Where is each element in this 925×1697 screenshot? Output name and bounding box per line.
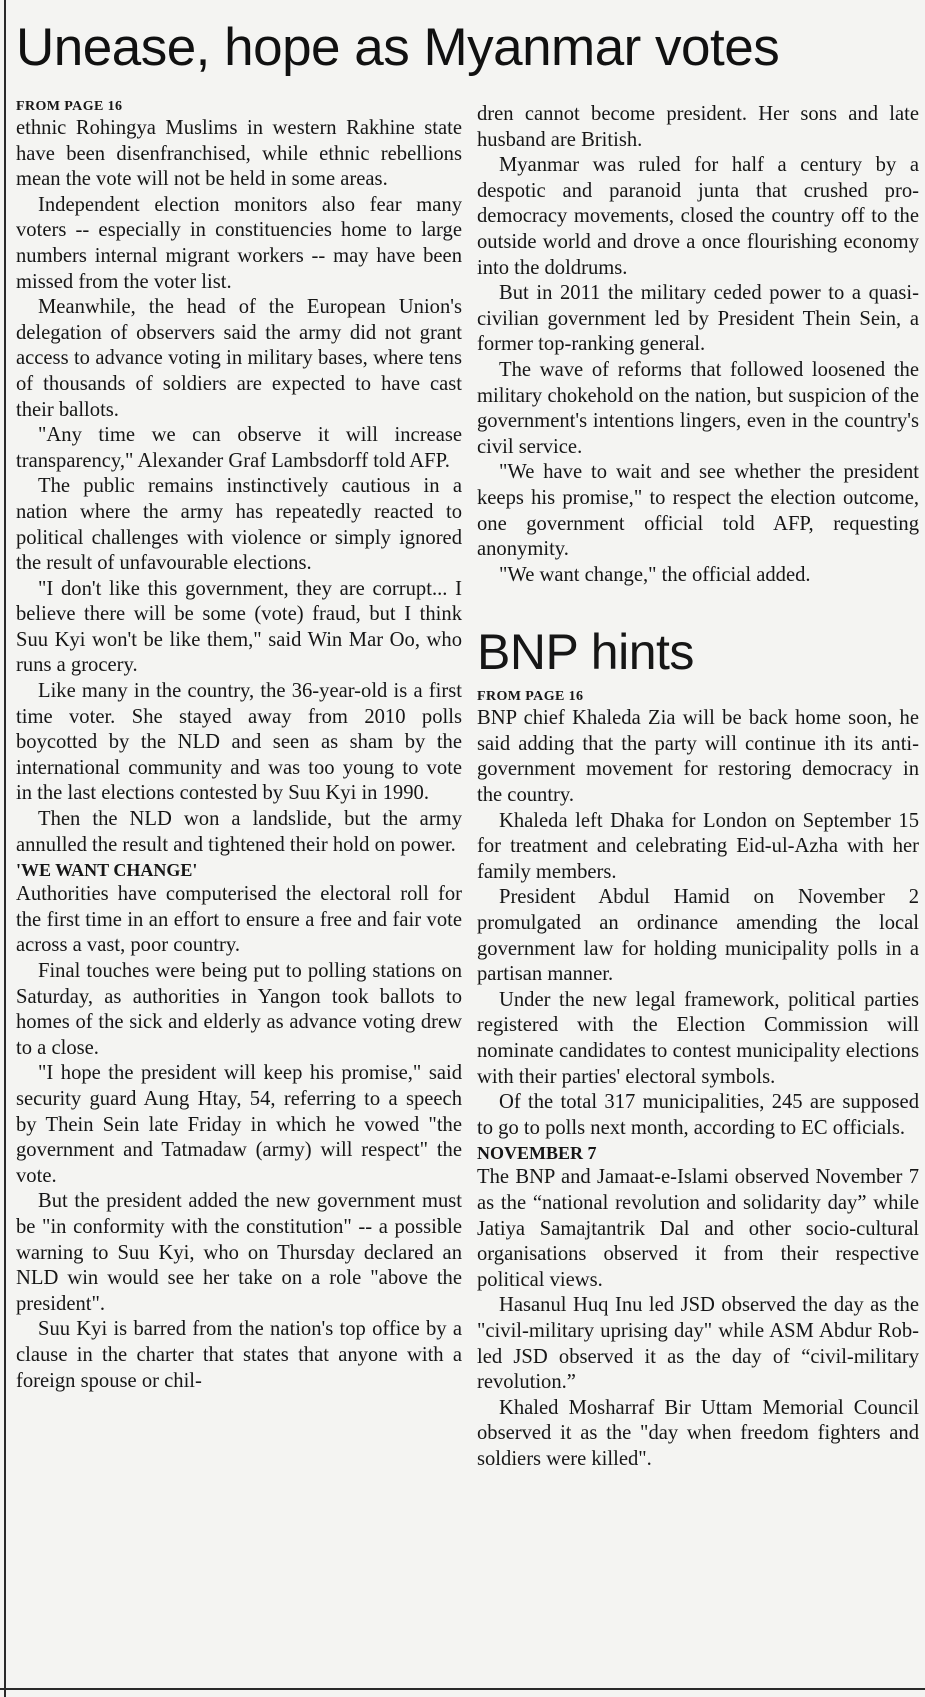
paragraph: The public remains instinctively cautious in a nation where the army has repeatedly reacted to political challenges with violence or simply ignored the result of unfavourable elections. xyxy=(16,475,462,575)
paragraph: ethnic Rohingya Muslims in western Rakhine state have been disenfranchised, while ethnic rebellions mean the vote will not be held in some areas. xyxy=(16,117,462,191)
paragraph: Authorities have computerised the electoral roll for the first time in an effort to ensure a free and fair vote across a vast, poor country. xyxy=(16,883,462,957)
paragraph: Final touches were being put to polling stations on Saturday, as authorities in Yangon took ballots to homes of the sick and elderly as advance voting drew to a close. xyxy=(16,960,462,1059)
paragraph: Suu Kyi is barred from the nation's top office by a clause in the charter that states that anyone with a foreign spouse or chil- xyxy=(16,1318,462,1392)
second-article-headline: BNP hints xyxy=(477,624,694,681)
from-page-kicker: FROM PAGE 16 xyxy=(16,99,123,114)
paragraph: "I don't like this government, they are corrupt... I believe there will be some (vote) fraud, but I think Suu Kyi won't be like them," said Win Mar Oo, who runs a grocery. xyxy=(16,577,462,677)
paragraph: The BNP and Jamaat-e-Islami observed November 7 as the “national revolution and solidarity day” while Jatiya Samajtantrik Dal and other socio-cultural organisations observed it from their respective political views. xyxy=(477,1166,919,1291)
paragraph: Hasanul Huq Inu led JSD observed the day as the "civil-military uprising day" while ASM Abdur Rob-led JSD observed it as the day of “civil-military revolution.” xyxy=(477,1294,919,1394)
paragraph: Meanwhile, the head of the European Union's delegation of observers said the army did not grant access to advance voting in military bases, where tens of thousands of soldiers are expected to have cast their ballots. xyxy=(16,296,462,421)
paragraph: "I hope the president will keep his promise," said security guard Aung Htay, 54, referring to a speech by Thein Sein late Friday in which he vowed "the government and Tatmadaw (army) will respect" the vote. xyxy=(16,1062,462,1187)
paragraph: Independent election monitors also fear many voters -- especially in constituencies home to large numbers internal migrant workers -- may have been missed from the voter list. xyxy=(16,193,462,293)
paragraph: Like many in the country, the 36-year-old is a first time voter. She stayed away from 2010 polls boycotted by the NLD and seen as sham by the international community and was too young to vote in the last elections contested by Suu Kyi in 1990. xyxy=(16,680,462,805)
paragraph: Under the new legal framework, political parties registered with the Election Commission will nominate candidates to contest municipality elections with their parties' electoral symbols. xyxy=(477,988,919,1088)
paragraph: The wave of reforms that followed loosened the military chokehold on the nation, but suspicion of the government's intentions lingers, even in the country's civil service. xyxy=(477,358,919,458)
paragraph: President Abdul Hamid on November 2 promulgated an ordinance amending the local government law for holding municipality polls in a partisan manner. xyxy=(477,886,919,986)
paragraph: dren cannot become president. Her sons and late husband are British. xyxy=(477,103,919,151)
paragraph: "We want change," the official added. xyxy=(499,563,811,586)
paragraph: Then the NLD won a landslide, but the army annulled the result and tightened their hold on power. xyxy=(16,808,462,856)
paragraph: Of the total 317 municipalities, 245 are supposed to go to polls next month, according to EC officials. xyxy=(477,1091,919,1139)
paragraph: But the president added the new government must be "in conformity with the constitution" -- a possible warning to Suu Kyi, who on Thursday declared an NLD win would see her take on a role "above the president". xyxy=(16,1190,462,1315)
paragraph: BNP chief Khaleda Zia will be back home soon, he said adding that the party will continue ith its anti-government movement for restoring democracy in the country. xyxy=(477,707,919,807)
section-subhead: NOVEMBER 7 xyxy=(477,1143,597,1164)
left-column-rule xyxy=(4,0,6,1697)
paragraph: "Any time we can observe it will increase transparency," Alexander Graf Lambsdorff told AFP. xyxy=(16,424,462,472)
paragraph: "We have to wait and see whether the president keeps his promise," to respect the election outcome, one government official told AFP, requesting anonymity. xyxy=(477,461,919,561)
paragraph: Myanmar was ruled for half a century by a despotic and paranoid junta that crushed pro-democracy movements, closed the country off to the outside world and drove a once flourishing economy into the doldrums. xyxy=(477,154,919,279)
from-page-kicker: FROM PAGE 16 xyxy=(477,689,584,705)
section-subhead: 'WE WANT CHANGE' xyxy=(16,860,198,881)
article-headline: Unease, hope as Myanmar votes xyxy=(16,18,780,77)
paragraph: Khaled Mosharraf Bir Uttam Memorial Council observed it as the "day when freedom fighters and soldiers were killed". xyxy=(477,1396,919,1470)
bottom-rule xyxy=(0,1688,925,1690)
paragraph: But in 2011 the military ceded power to a quasi-civilian government led by President Thein Sein, a former top-ranking general. xyxy=(477,282,919,356)
article-column-left xyxy=(16,98,462,1394)
paragraph: Khaleda left Dhaka for London on September 15 for treatment and celebrating Eid-ul-Azha with her family members. xyxy=(477,809,919,883)
article-column-right xyxy=(477,102,919,1473)
